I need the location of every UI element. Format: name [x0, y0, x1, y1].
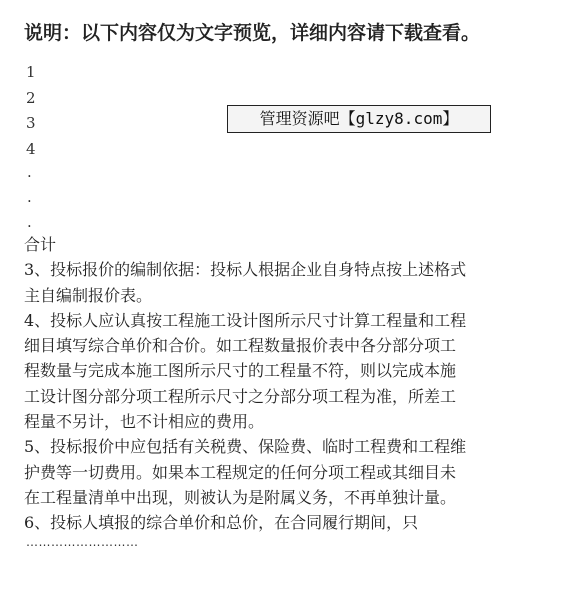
- text-line: 4、投标人应认真按工程施工设计图所示尺寸计算工程量和工程: [24, 310, 467, 330]
- document-body: [24, 232, 564, 536]
- truncation-ellipsis: ………………………: [26, 535, 139, 549]
- dot-list: [27, 160, 32, 235]
- list-dot: .: [27, 188, 32, 206]
- text-line: 程数量与完成本施工图所示尺寸的工程量不符，则以完成本施: [24, 361, 457, 381]
- text-line: 合计: [24, 235, 57, 254]
- text-line: 6、投标人填报的综合单价和总价，在合同履行期间，只: [24, 513, 419, 533]
- text-line: 5、投标报价中应包括有关税费、保险费、临时工程费和工程维: [24, 437, 467, 457]
- text-line: 工设计图分部分项工程所示尺寸之分部分项工程为准，所差工: [24, 386, 457, 406]
- list-number: 1: [26, 63, 36, 81]
- number-list: [26, 60, 36, 162]
- list-number: 2: [26, 88, 36, 107]
- text-line: 主自编制报价表。: [24, 285, 153, 305]
- list-dot: .: [27, 163, 32, 181]
- text-line: 在工程量清单中出现，则被认为是附属义务，不再单独计量。: [24, 487, 457, 507]
- list-dot: .: [27, 213, 32, 231]
- list-number: 4: [26, 139, 36, 158]
- text-line: 护费等一切费用。如果本工程规定的任何分项工程或其细目未: [24, 462, 457, 482]
- text-line: 程量不另计，也不计相应的费用。: [24, 412, 265, 432]
- watermark-banner: 管理资源吧【glzy8.com】: [227, 105, 491, 133]
- text-line: 细目填写综合单价和合价。如工程数量报价表中各分部分项工: [24, 336, 457, 356]
- list-number: 3: [26, 114, 36, 132]
- text-line: 3、投标报价的编制依据：投标人根据企业自身特点按上述格式: [24, 260, 467, 280]
- preview-notice: 说明：以下内容仅为文字预览，详细内容请下载查看。: [24, 22, 481, 44]
